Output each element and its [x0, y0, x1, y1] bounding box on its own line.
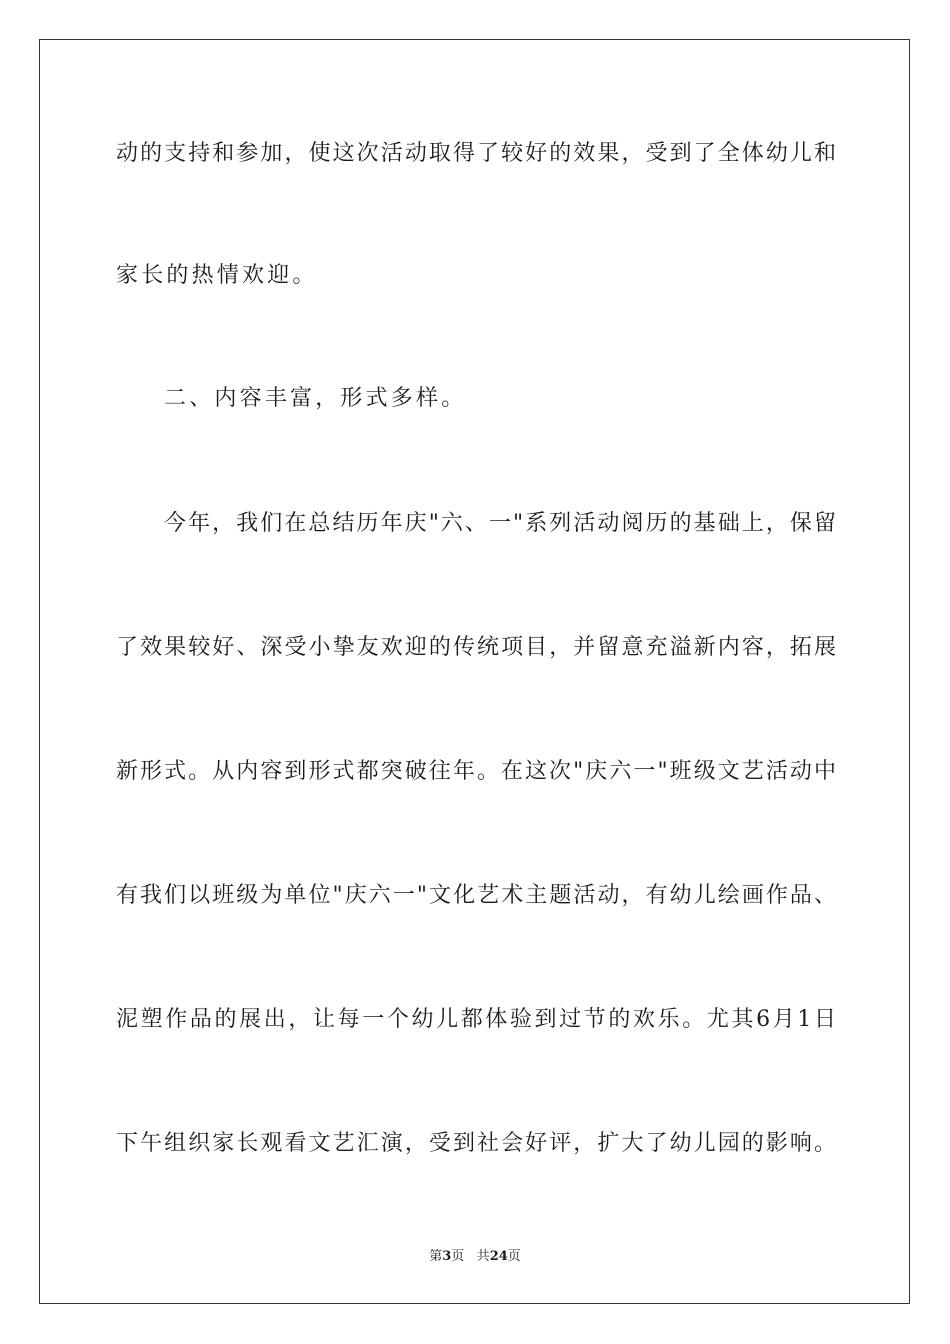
footer-page-suffix: 页 — [451, 1249, 465, 1264]
body-line-8: 泥塑作品的展出，让每一个幼儿都体验到过节的欢乐。尤其6月1日 — [116, 1007, 836, 1032]
page-frame — [39, 39, 910, 1304]
section-heading: 二、内容丰富，形式多样。 — [164, 386, 467, 411]
footer-page-prefix: 第 — [429, 1249, 443, 1264]
body-line-1: 动的支持和参加，使这次活动取得了较好的效果，受到了全体幼儿和 — [116, 141, 836, 166]
page-footer — [0, 1248, 950, 1266]
body-line-4: 今年，我们在总结历年庆"六、一"系列活动阅历的基础上，保留 — [164, 511, 836, 536]
footer-total-pages: 24 — [489, 1249, 508, 1264]
footer-total-suffix: 页 — [507, 1249, 521, 1264]
body-line-2: 家长的热情欢迎。 — [116, 263, 318, 288]
body-line-5: 了效果较好、深受小挚友欢迎的传统项目，并留意充溢新内容，拓展 — [116, 635, 836, 660]
footer-page-number: 3 — [442, 1249, 452, 1264]
footer-total-prefix: 共 — [476, 1249, 490, 1264]
body-line-7: 有我们以班级为单位"庆六一"文化艺术主题活动，有幼儿绘画作品、 — [116, 883, 836, 908]
body-line-9: 下午组织家长观看文艺汇演，受到社会好评，扩大了幼儿园的影响。 — [116, 1131, 836, 1156]
body-line-6: 新形式。从内容到形式都突破往年。在这次"庆六一"班级文艺活动中 — [116, 759, 836, 784]
